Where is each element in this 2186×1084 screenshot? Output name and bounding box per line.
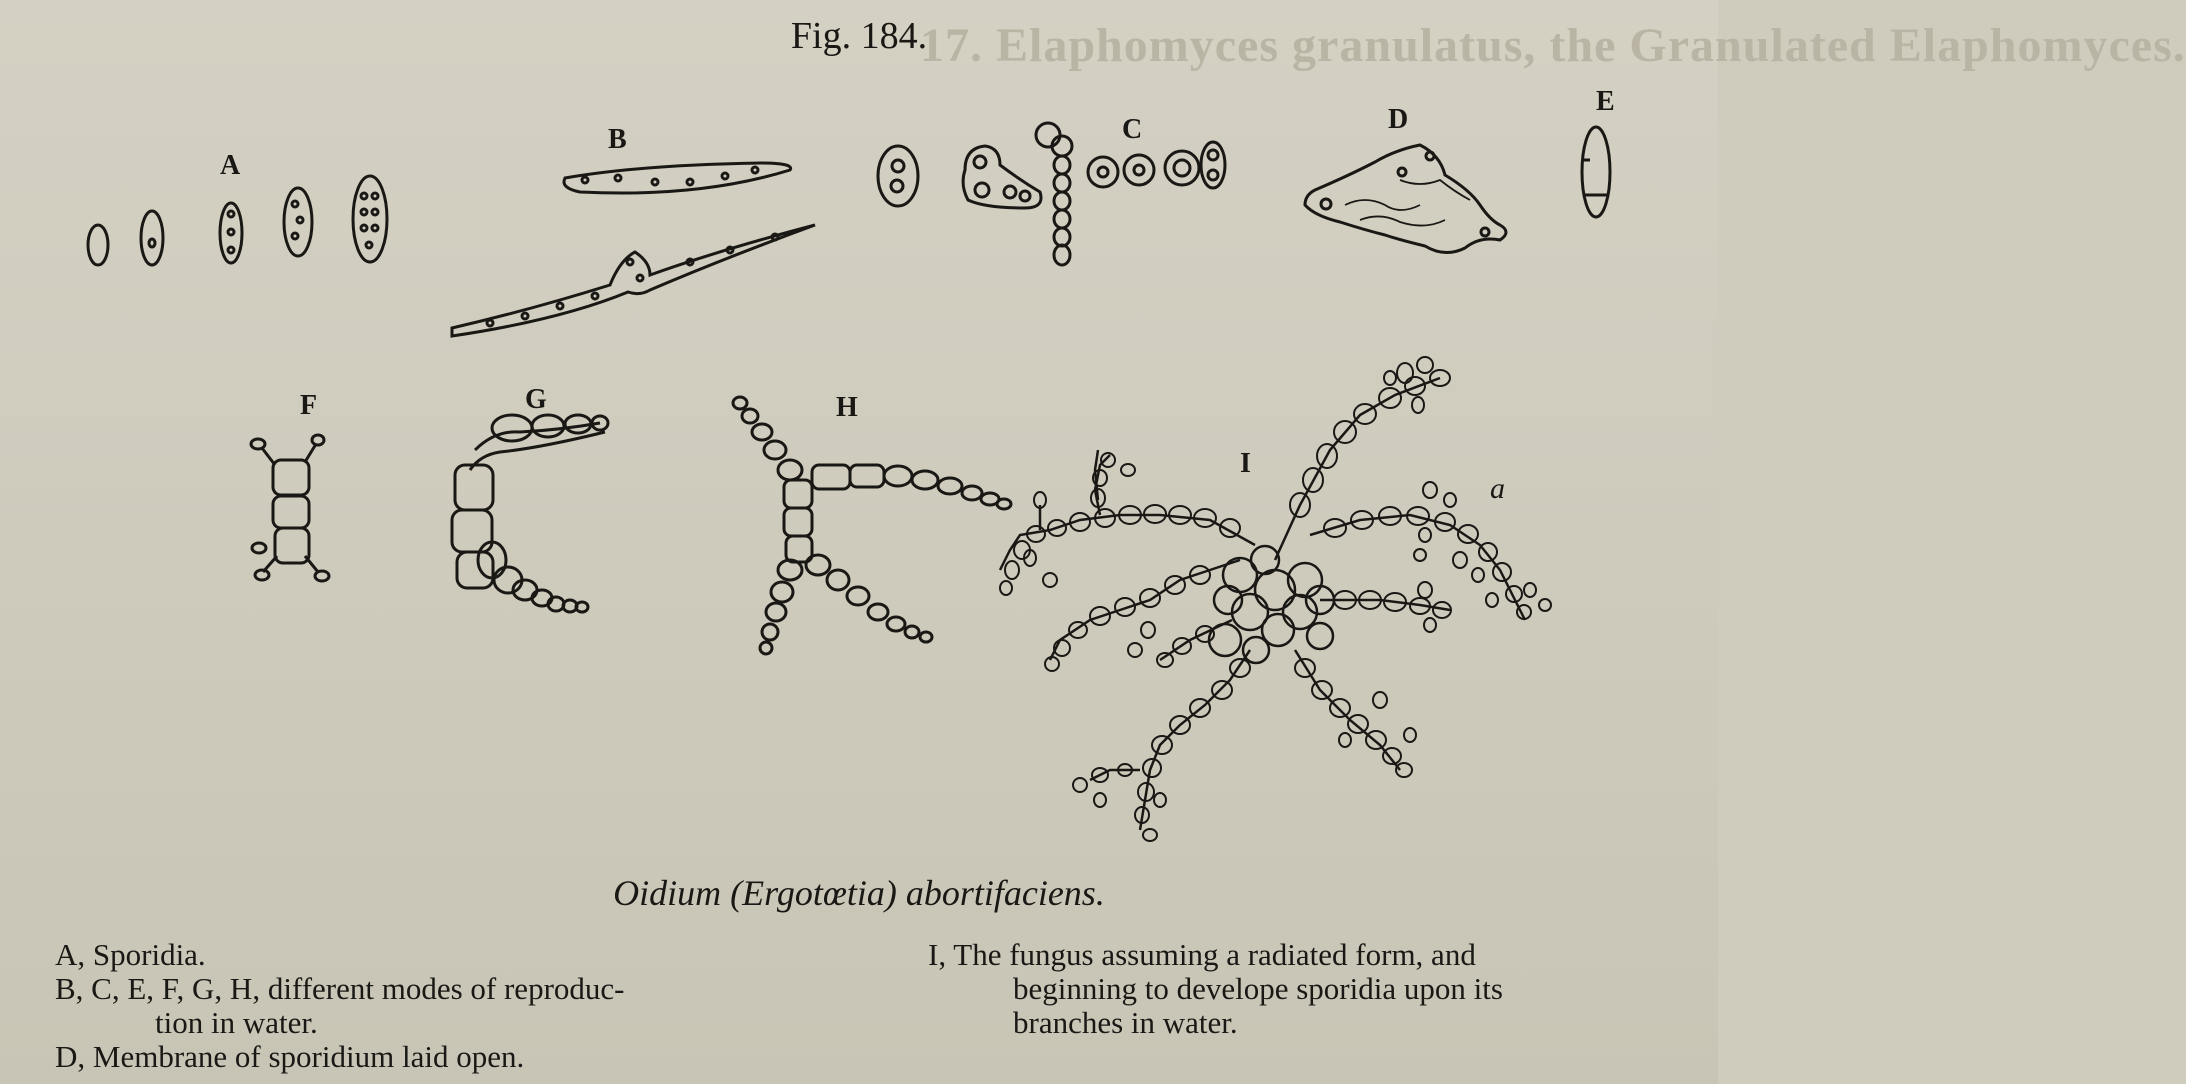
legend-left — [55, 938, 624, 1074]
panel-f-chain — [251, 435, 329, 581]
legend-item-i: I, The fungus assuming a radiated form, and — [928, 937, 1476, 972]
panel-a-sporidia — [88, 176, 387, 265]
panel-d-membrane — [1305, 145, 1506, 253]
panel-i-radiated-fungus — [1000, 357, 1551, 841]
panel-label-b: B — [608, 124, 627, 155]
legend-item-a: A, Sporidia. — [55, 937, 206, 972]
legend-item-i-continued-2: branches in water. — [1013, 1005, 1238, 1040]
legend-right — [928, 938, 1503, 1040]
legend-item-d: D, Membrane of sporidium laid open. — [55, 1039, 525, 1074]
panel-label-i: I — [1240, 448, 1251, 479]
panel-label-a-small: a — [1490, 472, 1505, 505]
panel-g-chain — [452, 415, 608, 612]
panel-h-branching-chain — [733, 397, 1011, 654]
panel-label-a: A — [220, 150, 241, 181]
panel-label-h: H — [836, 392, 858, 423]
panel-label-d: D — [1388, 104, 1409, 135]
bleed-through-heading: 17. Elaphomyces granulatus, the Granulated Elaphomyces. — [920, 19, 2186, 72]
panel-label-g: G — [525, 384, 547, 415]
legend-item-bcefgh-continued: tion in water. — [155, 1005, 318, 1040]
legend-item-bcefgh: B, C, E, F, G, H, different modes of reproduc- — [55, 971, 625, 1006]
panel-c-cells — [878, 123, 1225, 265]
panel-label-f: F — [300, 390, 318, 421]
panel-b-hyphae — [452, 163, 815, 336]
panel-e-spore — [1582, 127, 1610, 217]
figure-caption: Oidium (Ergotœtia) abortifaciens. — [613, 873, 1105, 913]
panel-label-c: C — [1122, 114, 1143, 145]
figure-title: Fig. 184. — [790, 15, 928, 57]
legend-item-i-continued-1: beginning to develope sporidia upon its — [1013, 971, 1503, 1006]
panel-label-e: E — [1596, 86, 1615, 117]
